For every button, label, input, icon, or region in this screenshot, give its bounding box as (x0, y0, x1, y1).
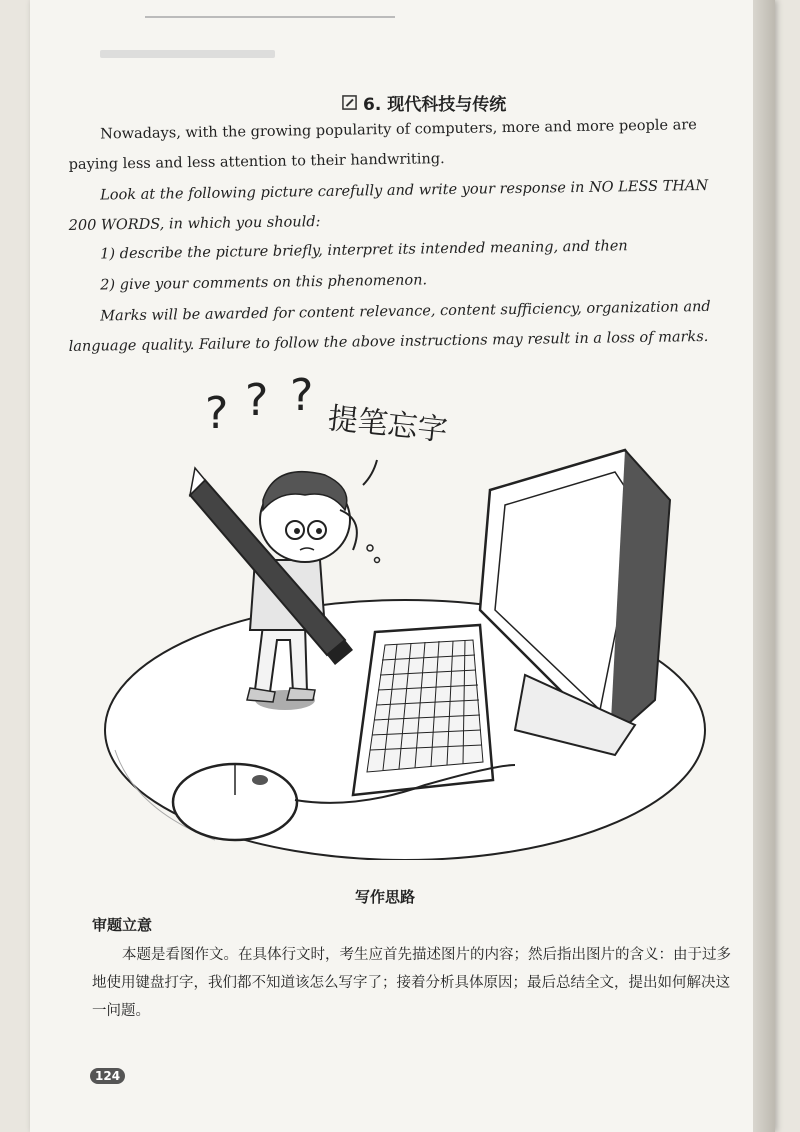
question-mark-1: ? (205, 388, 229, 439)
writing-approach-heading: 写作思路 (355, 888, 416, 906)
analysis-subheading: 审题立意 (92, 916, 153, 934)
section-title-text: 6. 现代科技与传统 (363, 95, 507, 115)
bleed-through-header (100, 50, 275, 58)
section-title (342, 90, 506, 115)
cartoon-illustration (95, 370, 715, 860)
image-caption-text: 提笔忘字 (326, 401, 450, 449)
pencil-square-icon (342, 95, 357, 110)
question-marks (205, 370, 313, 439)
top-rule (145, 16, 395, 18)
page-number-badge: 124 (90, 1068, 125, 1084)
prompt-item-2: 2) give your comments on this phenomenon. (100, 272, 428, 294)
page-edge (753, 0, 775, 1132)
question-mark-3: ? (290, 370, 314, 421)
prompt-instruction: Look at the following picture carefully and write your response in NO LESS THAN 200 WORDS, in which you should: (68, 177, 709, 234)
speech-tick (363, 460, 377, 485)
keyboard (353, 625, 493, 795)
question-mark-2: ? (245, 375, 269, 426)
prompt-marks: Marks will be awarded for content relevance, content sufficiency, organization and language quality. Failure to follow the above instructions may result in a loss of marks. (68, 298, 711, 355)
prompt-item-1: 1) describe the picture briefly, interpret its intended meaning, and then (100, 238, 628, 263)
prompt-intro: Nowadays, with the growing popularity of computers, more and more people are paying less and less attention to their handwriting. (68, 117, 697, 173)
analysis-body: 本题是看图作文。在具体行文时，考生应首先描述图片的内容；然后指出图片的含义：由于过多地使用键盘打字，我们都不知道该怎么写字了；接着分析具体原因；最后总结全文，提出如何解决这一问题。 (92, 947, 731, 1019)
